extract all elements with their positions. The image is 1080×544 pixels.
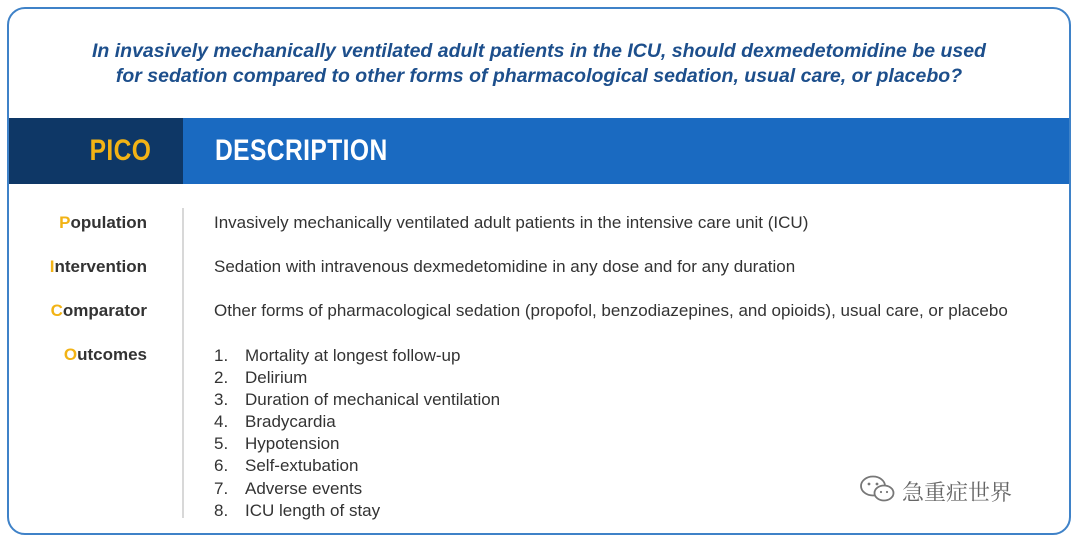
label-initial: P [59,213,71,232]
header-pico-cell [9,118,183,184]
list-item [214,345,500,367]
item-text: Duration of mechanical ventilation [245,390,501,410]
item-number: 7. [214,478,229,498]
item-text: Mortality at longest follow-up [245,346,461,365]
item-text: Bradycardia [245,412,336,432]
list-item [214,367,500,389]
item-number: 6. [214,456,229,476]
wechat-icon [858,474,896,509]
item-number: 1. [214,346,229,365]
description-comparator: Other forms of pharmacological sedation (propofol, benzodiazepines, and opioids), usual care, or placebo [214,301,1008,320]
item-text: Delirium [245,368,308,388]
label-outcomes [64,345,147,365]
label-initial: O [63,345,78,364]
list-item [214,455,500,477]
label-rest: opulation [70,213,147,232]
header-pico-label: PICO [89,134,151,167]
header-description-label: DESCRIPTION [215,134,388,167]
label-rest: omparator [62,301,147,320]
item-text: Hypotension [245,434,340,454]
pico-card [7,7,1071,535]
item-text: Adverse events [245,478,363,498]
item-number: 2. [214,368,229,388]
description-intervention: Sedation with intravenous dexmedetomidine in any dose and for any duration [214,257,796,276]
watermark-text: 急重症世界 [902,481,1013,506]
question-line-1: In invasively mechanically ventilated adult patients in the ICU, should dexmedetomidine be used [92,40,986,62]
label-rest: utcomes [77,345,147,364]
list-item [214,389,500,411]
item-number: 8. [214,500,229,520]
list-item [214,478,500,500]
item-number: 5. [214,434,229,454]
label-intervention [50,257,147,277]
label-initial: I [49,257,55,276]
table-header [9,118,1069,184]
label-initial: C [50,301,63,320]
item-text: ICU length of stay [245,500,381,520]
column-divider [182,208,184,518]
list-item [214,500,500,522]
label-rest: ntervention [54,257,147,276]
item-text: Self-extubation [245,456,359,476]
header-description-cell [183,118,1069,184]
question-line-2: for sedation compared to other forms of pharmacological sedation, usual care, or placebo? [115,65,963,87]
list-item [214,411,500,433]
list-item [214,433,500,455]
label-comparator [51,301,147,321]
watermark [858,474,1012,509]
description-population: Invasively mechanically ventilated adult patients in the intensive care unit (ICU) [214,213,809,232]
item-number: 3. [214,390,229,410]
outcomes-list [214,345,500,522]
label-population [59,213,147,233]
research-question [9,39,1069,89]
item-number: 4. [214,412,229,432]
